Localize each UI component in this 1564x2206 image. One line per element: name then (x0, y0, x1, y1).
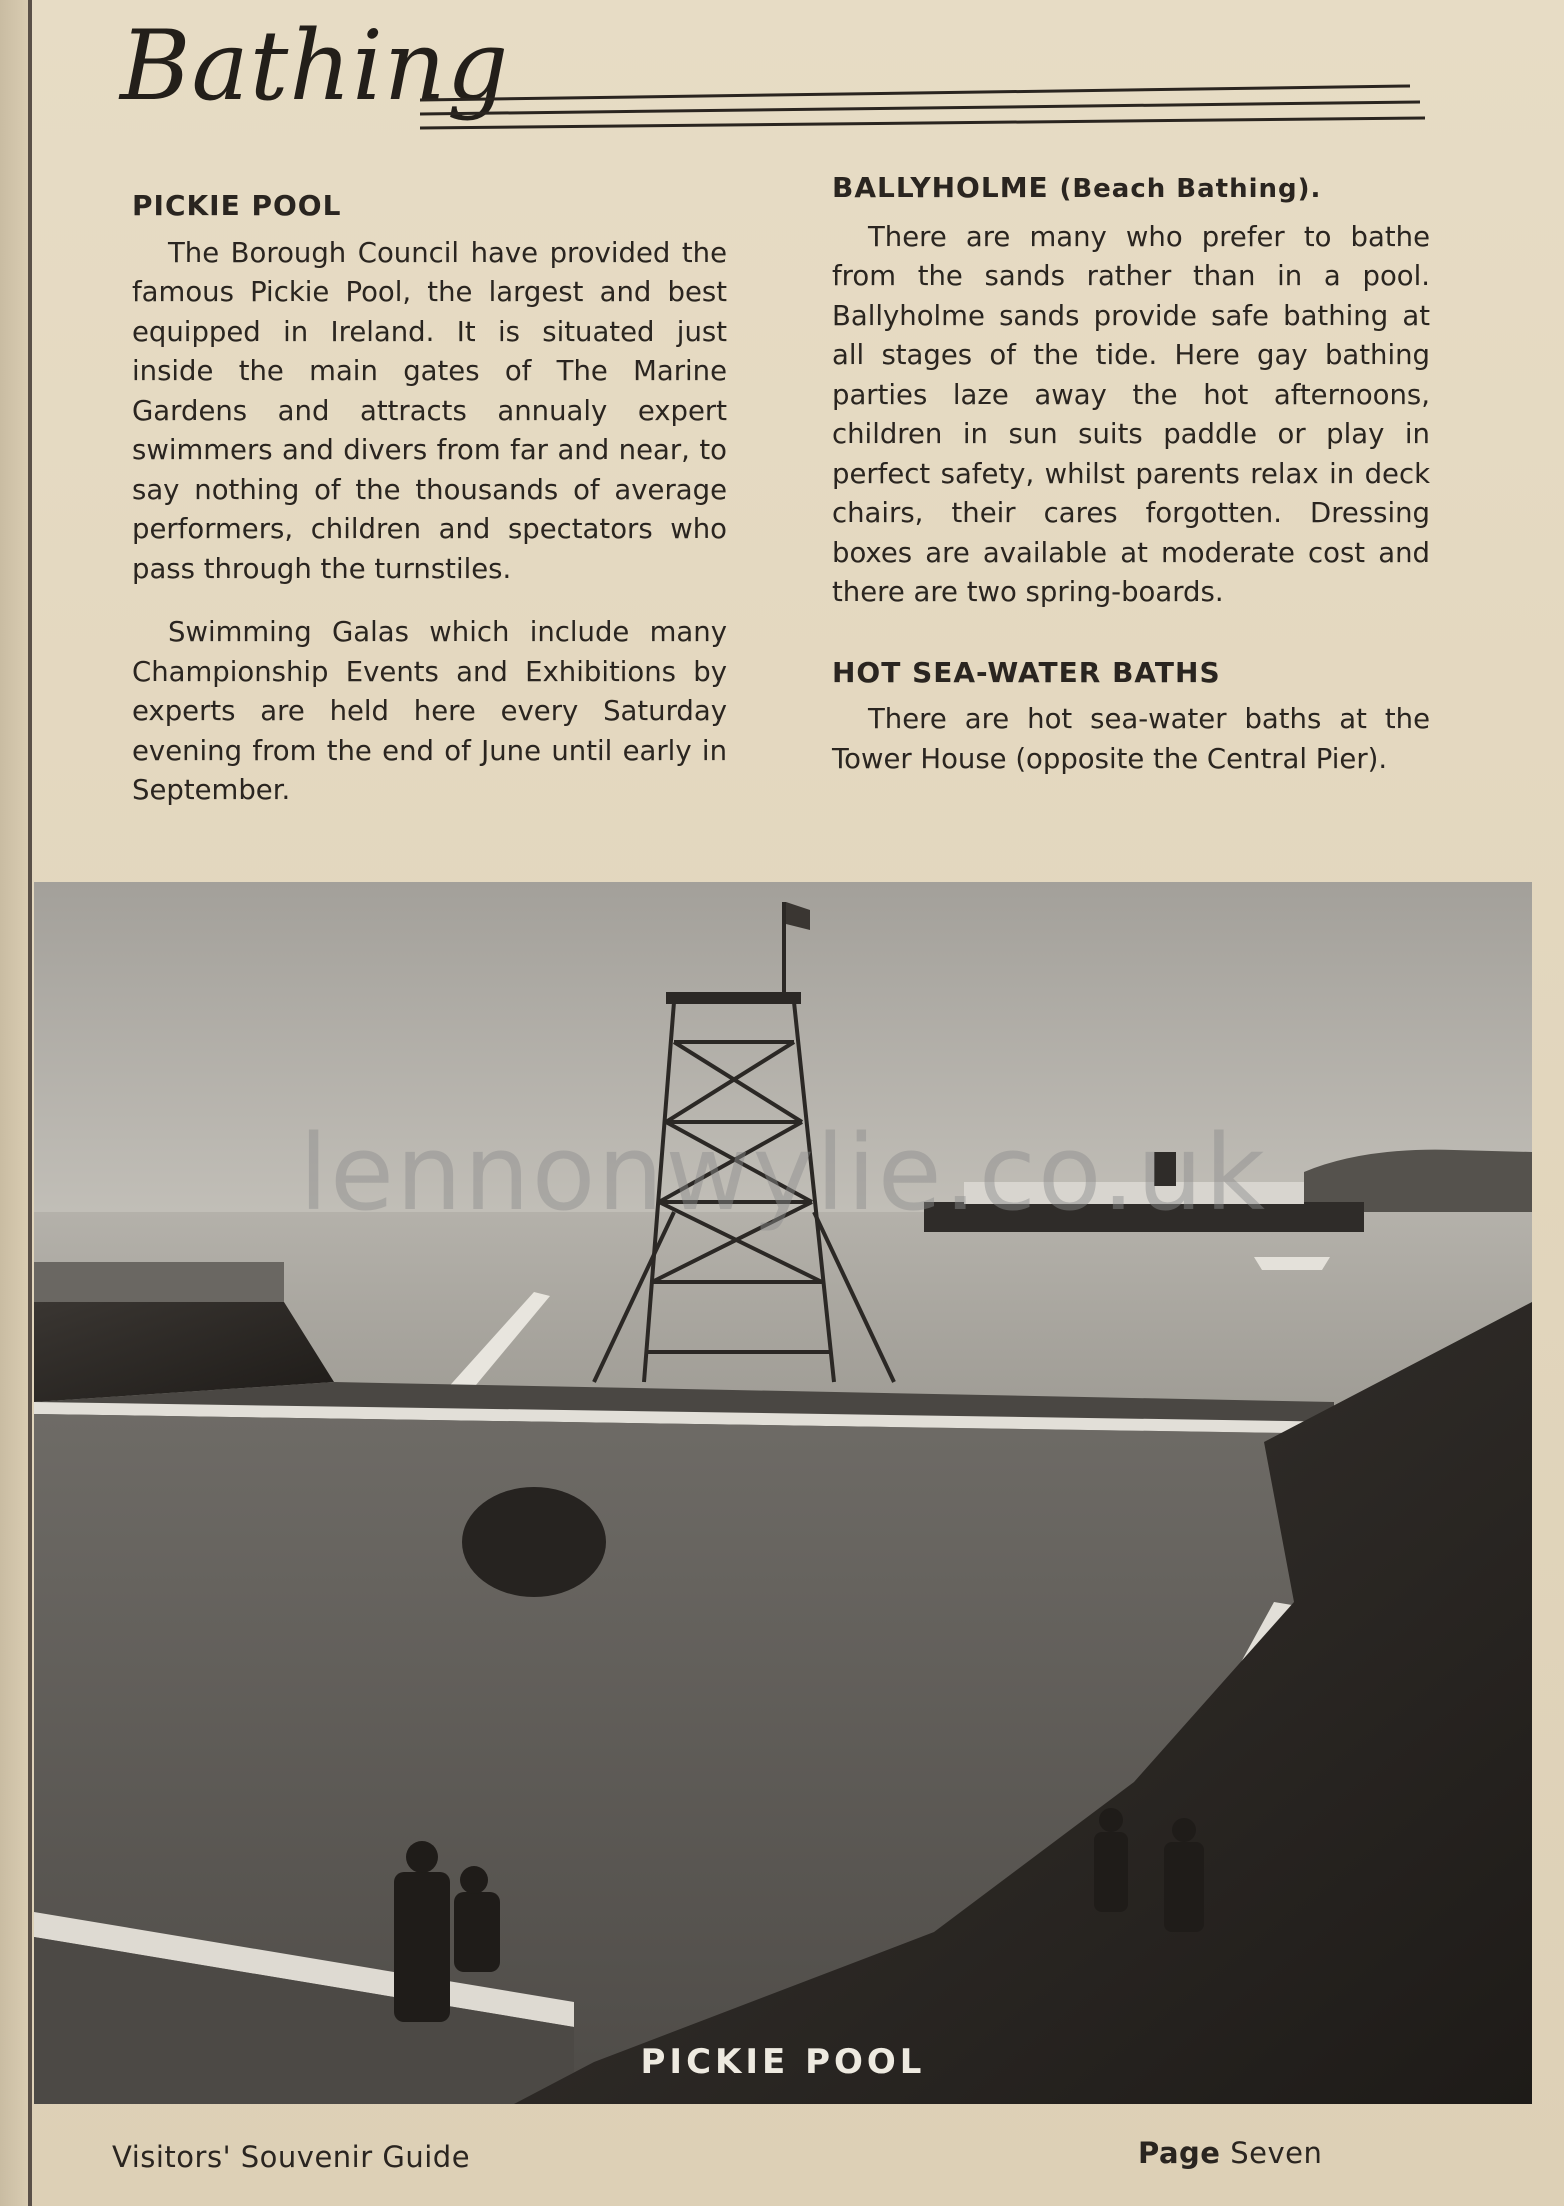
swimming-galas-paragraph: Swimming Galas which include many Championship Events and Exhibitions by experts are held here every Saturday evening from the end of June until early in September. (132, 616, 727, 806)
left-stand-roof (34, 1262, 284, 1302)
pool-float (462, 1487, 606, 1597)
page-fold-shadow (0, 0, 28, 2206)
hot-sea-water-baths-paragraph: There are hot sea-water baths at the Tower House (opposite the Central Pier). (832, 703, 1430, 775)
right-column (832, 168, 1430, 779)
ballyholme-heading-sub: (Beach Bathing). (1059, 174, 1322, 204)
footer-page-value: Seven (1230, 2136, 1323, 2170)
pickie-pool-paragraph: The Borough Council have provided the famous Pickie Pool, the largest and best equipped in Ireland. It is situated just inside the main gates of The Marine Gardens and attracts annualy expert swimmers and divers from far and near, to say nothing of the thousands of average performers, children and spectators who pass through the turnstiles. (132, 236, 727, 585)
footer-guide-title: Visitors' Souvenir Guide (112, 2140, 471, 2174)
page-title: Bathing (120, 10, 510, 122)
small-boat (1254, 1257, 1330, 1270)
pickie-pool-heading: PICKIE POOL (132, 189, 342, 222)
footer-page-number (1138, 2136, 1322, 2170)
ballyholme-heading (832, 168, 1430, 210)
left-column (132, 186, 727, 811)
pickie-pool-photo-drawing (34, 882, 1532, 2104)
footer-page-label: Page (1138, 2136, 1221, 2170)
watermark-text: lennonwylie.co.uk (299, 1112, 1267, 1234)
tower-top-platform (666, 992, 801, 1004)
hot-sea-water-baths-heading: HOT SEA-WATER BATHS (832, 655, 1221, 689)
page-fold-line (28, 0, 32, 2206)
pickie-pool-photo (34, 882, 1532, 2104)
photo-caption: PICKIE POOL (640, 2042, 926, 2082)
ballyholme-heading-main: BALLYHOLME (832, 171, 1049, 204)
title-rule-lines (420, 82, 1430, 142)
ballyholme-paragraph: There are many who prefer to bathe from the sands rather than in a pool. Ballyholme sands provide safe bathing at all stages of the tide. Here gay bathing parties laze away the hot afternoons, children in sun suits paddle or play in perfect safety, whilst parents relax in deck chairs, their cares forgotten. Dressing boxes are available at moderate cost and there are two spring-boards. (832, 220, 1430, 608)
